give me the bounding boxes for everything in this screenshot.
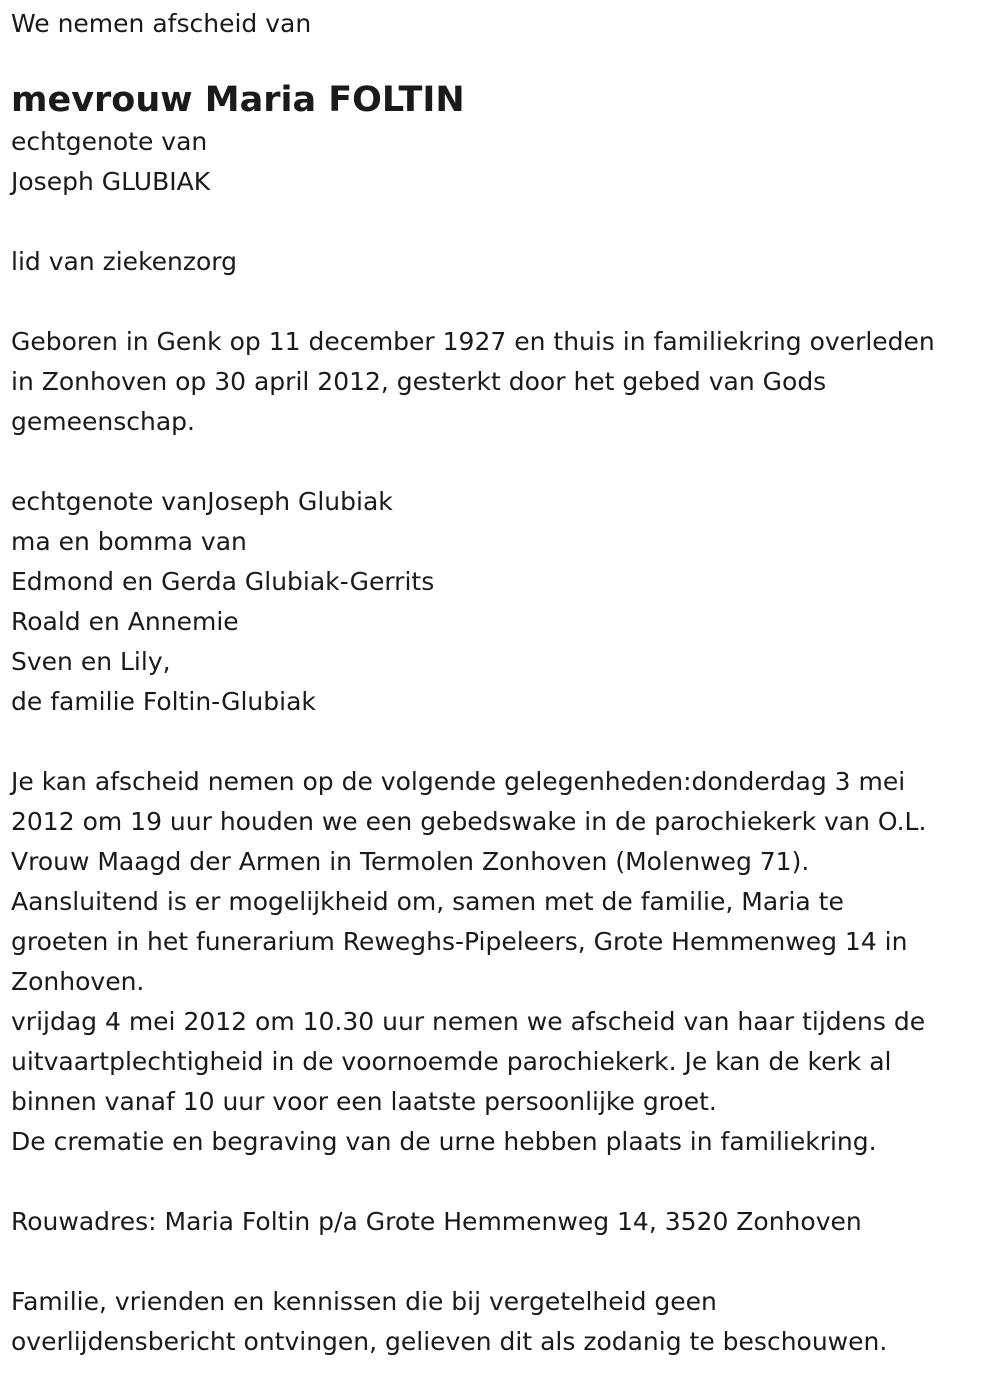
mourning-address: Rouwadres: Maria Foltin p/a Grote Hemmenweg 14, 3520 Zonhoven: [11, 1207, 862, 1236]
paragraph-line: gemeenschap.: [11, 407, 195, 436]
ceremony-line: Vrouw Maagd der Armen in Termolen Zonhoven (Molenweg 71).: [11, 847, 810, 876]
ceremony-line: vrijdag 4 mei 2012 om 10.30 uur nemen we afscheid van haar tijdens de: [11, 1007, 926, 1036]
ceremony-line: 2012 om 19 uur houden we een gebedswake in de parochiekerk van O.L.: [11, 807, 927, 836]
spacer: [11, 442, 990, 482]
family-list: [11, 482, 990, 722]
intro-text: We nemen afscheid van: [11, 9, 312, 38]
family-line: Sven en Lily,: [11, 647, 171, 676]
spouse-intro: echtgenote van: [11, 127, 208, 156]
ceremony-paragraph: [11, 762, 990, 1162]
closing-line: overlijdensbericht ontvingen, gelieven dit als zodanig te beschouwen.: [11, 1327, 888, 1356]
birth-death-paragraph: [11, 322, 990, 442]
spacer: [11, 202, 990, 242]
family-line: echtgenote vanJoseph Glubiak: [11, 487, 393, 516]
paragraph-line: Geboren in Genk op 11 december 1927 en thuis in familiekring overleden: [11, 327, 935, 356]
ceremony-line: uitvaartplechtigheid in de voornoemde parochiekerk. Je kan de kerk al: [11, 1047, 892, 1076]
family-line: ma en bomma van: [11, 527, 247, 556]
ceremony-line: binnen vanaf 10 uur voor een laatste persoonlijke groet.: [11, 1087, 717, 1116]
ceremony-line: De crematie en begraving van de urne hebben plaats in familiekring.: [11, 1127, 877, 1156]
deceased-name: mevrouw Maria FOLTIN: [11, 80, 465, 120]
spouse-name: Joseph GLUBIAK: [11, 167, 211, 196]
membership-text: lid van ziekenzorg: [11, 247, 238, 276]
spacer: [11, 282, 990, 322]
family-line: Edmond en Gerda Glubiak-Gerrits: [11, 567, 435, 596]
family-line: Roald en Annemie: [11, 607, 239, 636]
paragraph-line: in Zonhoven op 30 april 2012, gesterkt door het gebed van Gods: [11, 367, 827, 396]
ceremony-line: groeten in het funerarium Reweghs-Pipeleers, Grote Hemmenweg 14 in: [11, 927, 908, 956]
spacer: [11, 1162, 990, 1202]
ceremony-line: Aansluitend is er mogelijkheid om, samen met de familie, Maria te: [11, 887, 844, 916]
spacer: [11, 1242, 990, 1282]
family-line: de familie Foltin-Glubiak: [11, 687, 316, 716]
closing-line: Familie, vrienden en kennissen die bij vergetelheid geen: [11, 1287, 717, 1316]
closing-paragraph: [11, 1282, 990, 1362]
spacer: [11, 722, 990, 762]
ceremony-line: Zonhoven.: [11, 967, 145, 996]
ceremony-line: Je kan afscheid nemen op de volgende gelegenheden:donderdag 3 mei: [11, 767, 906, 796]
